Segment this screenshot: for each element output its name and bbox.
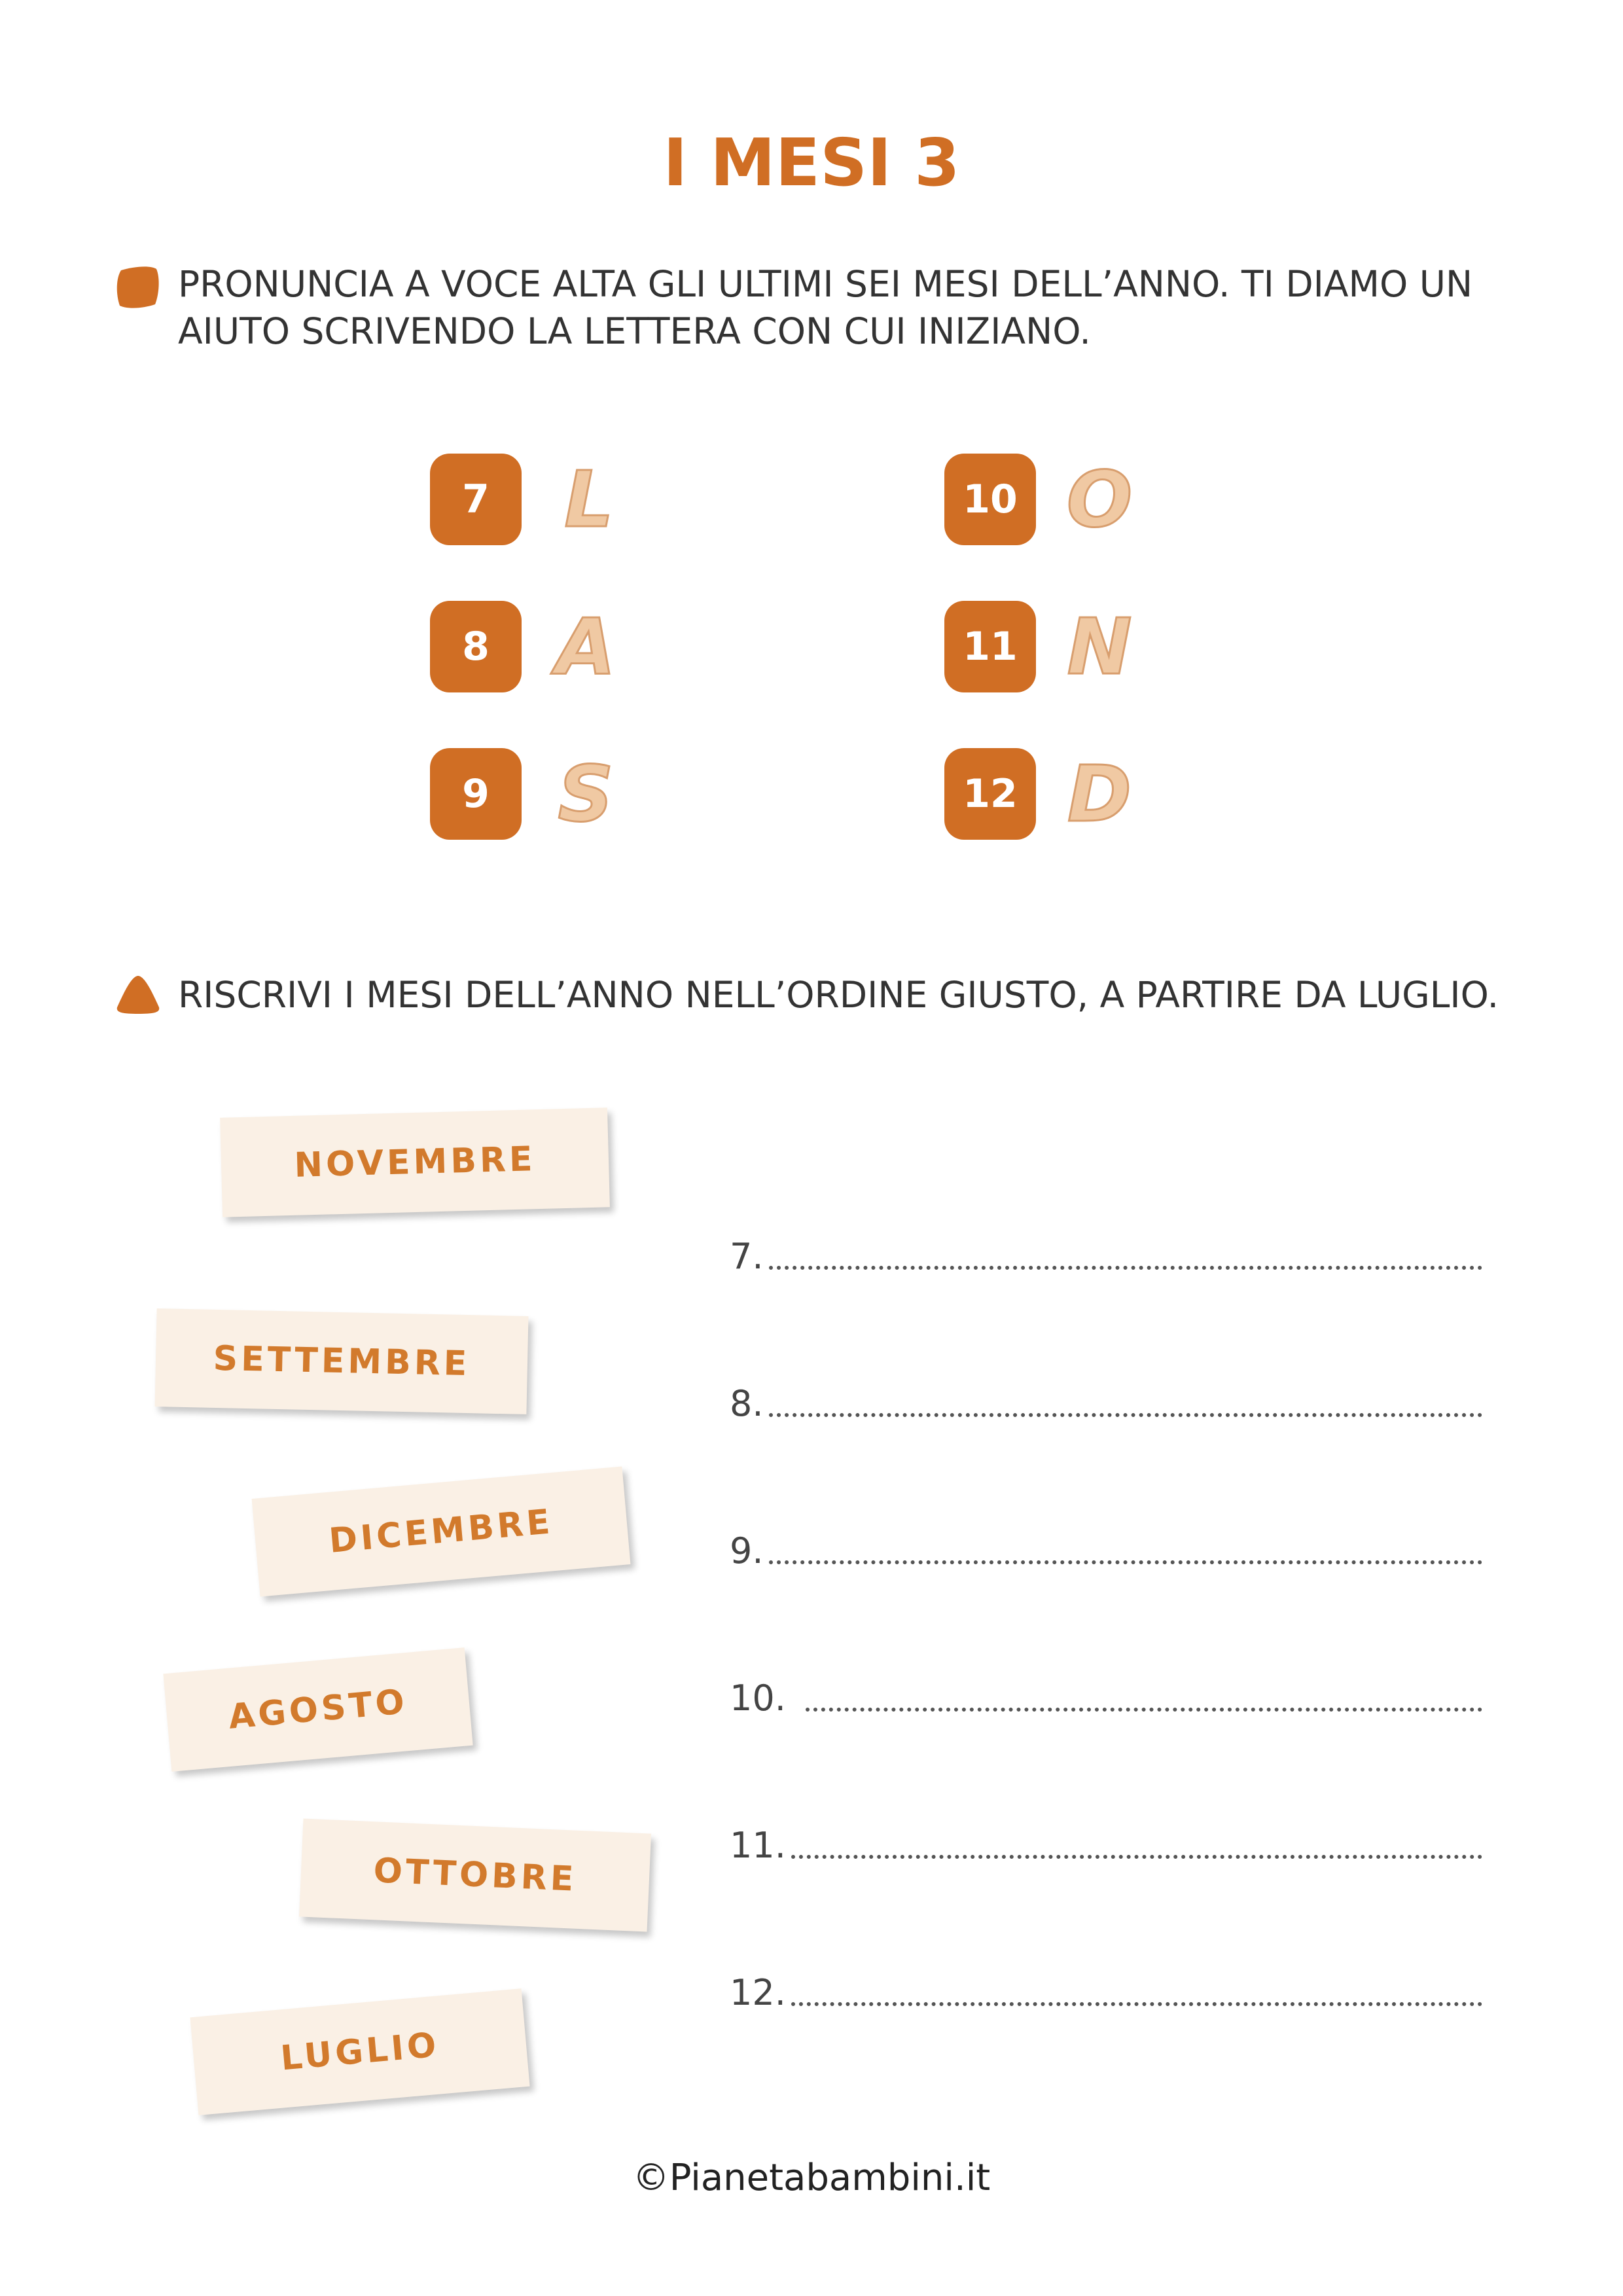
answer-number: 9. [730,1530,764,1571]
month-card-agosto[interactable] [163,1647,473,1772]
dotted-line [769,1413,1482,1417]
month-card-luglio[interactable] [190,1988,529,2115]
triangle-blob-bullet-icon [115,973,162,1015]
answer-number: 8. [730,1383,764,1424]
page-title: I MESI 3 [663,124,960,201]
exercise2-instruction: RISCRIVI I MESI DELL’ANNO NELL’ORDINE GIUSTO, A PARTIRE DA LUGLIO. [178,974,1499,1016]
month-initial-letter: N [1067,601,1132,692]
card-label: NOVEMBRE [293,1139,537,1185]
exercise1-instruction [178,260,1513,355]
month-number-badge: 10 [944,454,1036,545]
month-number-badge: 12 [944,748,1036,840]
month-card-dicembre[interactable] [252,1467,631,1597]
answer-number: 7. [730,1236,764,1277]
answer-line-12[interactable] [730,1954,1482,2013]
month-number-badge: 11 [944,601,1036,692]
answer-number: 10. [730,1677,786,1719]
card-label: SETTEMBRE [213,1338,471,1384]
dotted-line [769,1560,1482,1564]
month-initial-letter: A [556,601,616,692]
card-label: AGOSTO [226,1682,410,1737]
answer-number: 12. [730,1972,786,2013]
month-initial-letter: L [564,454,614,545]
answer-line-8[interactable] [730,1365,1482,1424]
month-initial-letter: S [558,749,614,839]
answer-line-11[interactable] [730,1806,1482,1865]
dotted-line [806,1708,1482,1712]
answer-line-7[interactable] [730,1217,1482,1276]
month-card-ottobre[interactable] [299,1818,651,1931]
answer-line-10[interactable] [730,1659,1482,1718]
month-card-settembre[interactable] [154,1308,528,1414]
instruction-line-2: AIUTO SCRIVENDO LA LETTERA CON CUI INIZIANO. [178,310,1091,352]
instruction-line-1: PRONUNCIA A VOCE ALTA GLI ULTIMI SEI MESI DELL’ANNO. TI DIAMO UN [178,263,1473,305]
card-label: DICEMBRE [327,1502,555,1561]
month-number-badge: 7 [430,454,522,545]
month-initial-letter: D [1067,749,1132,839]
dotted-line [791,1855,1482,1859]
footer-copyright: ©Pianetabambini.it [632,2157,991,2199]
month-number-badge: 8 [430,601,522,692]
answer-line-9[interactable] [730,1512,1482,1571]
card-label: LUGLIO [279,2025,441,2079]
month-number-badge: 9 [430,748,522,840]
square-blob-bullet-icon [115,265,160,310]
month-card-novembre[interactable] [220,1107,610,1217]
dotted-line [791,2002,1482,2006]
card-label: OTTOBRE [372,1851,578,1899]
month-initial-letter: O [1066,454,1133,545]
answer-number: 11. [730,1825,786,1866]
dotted-line [769,1266,1482,1270]
